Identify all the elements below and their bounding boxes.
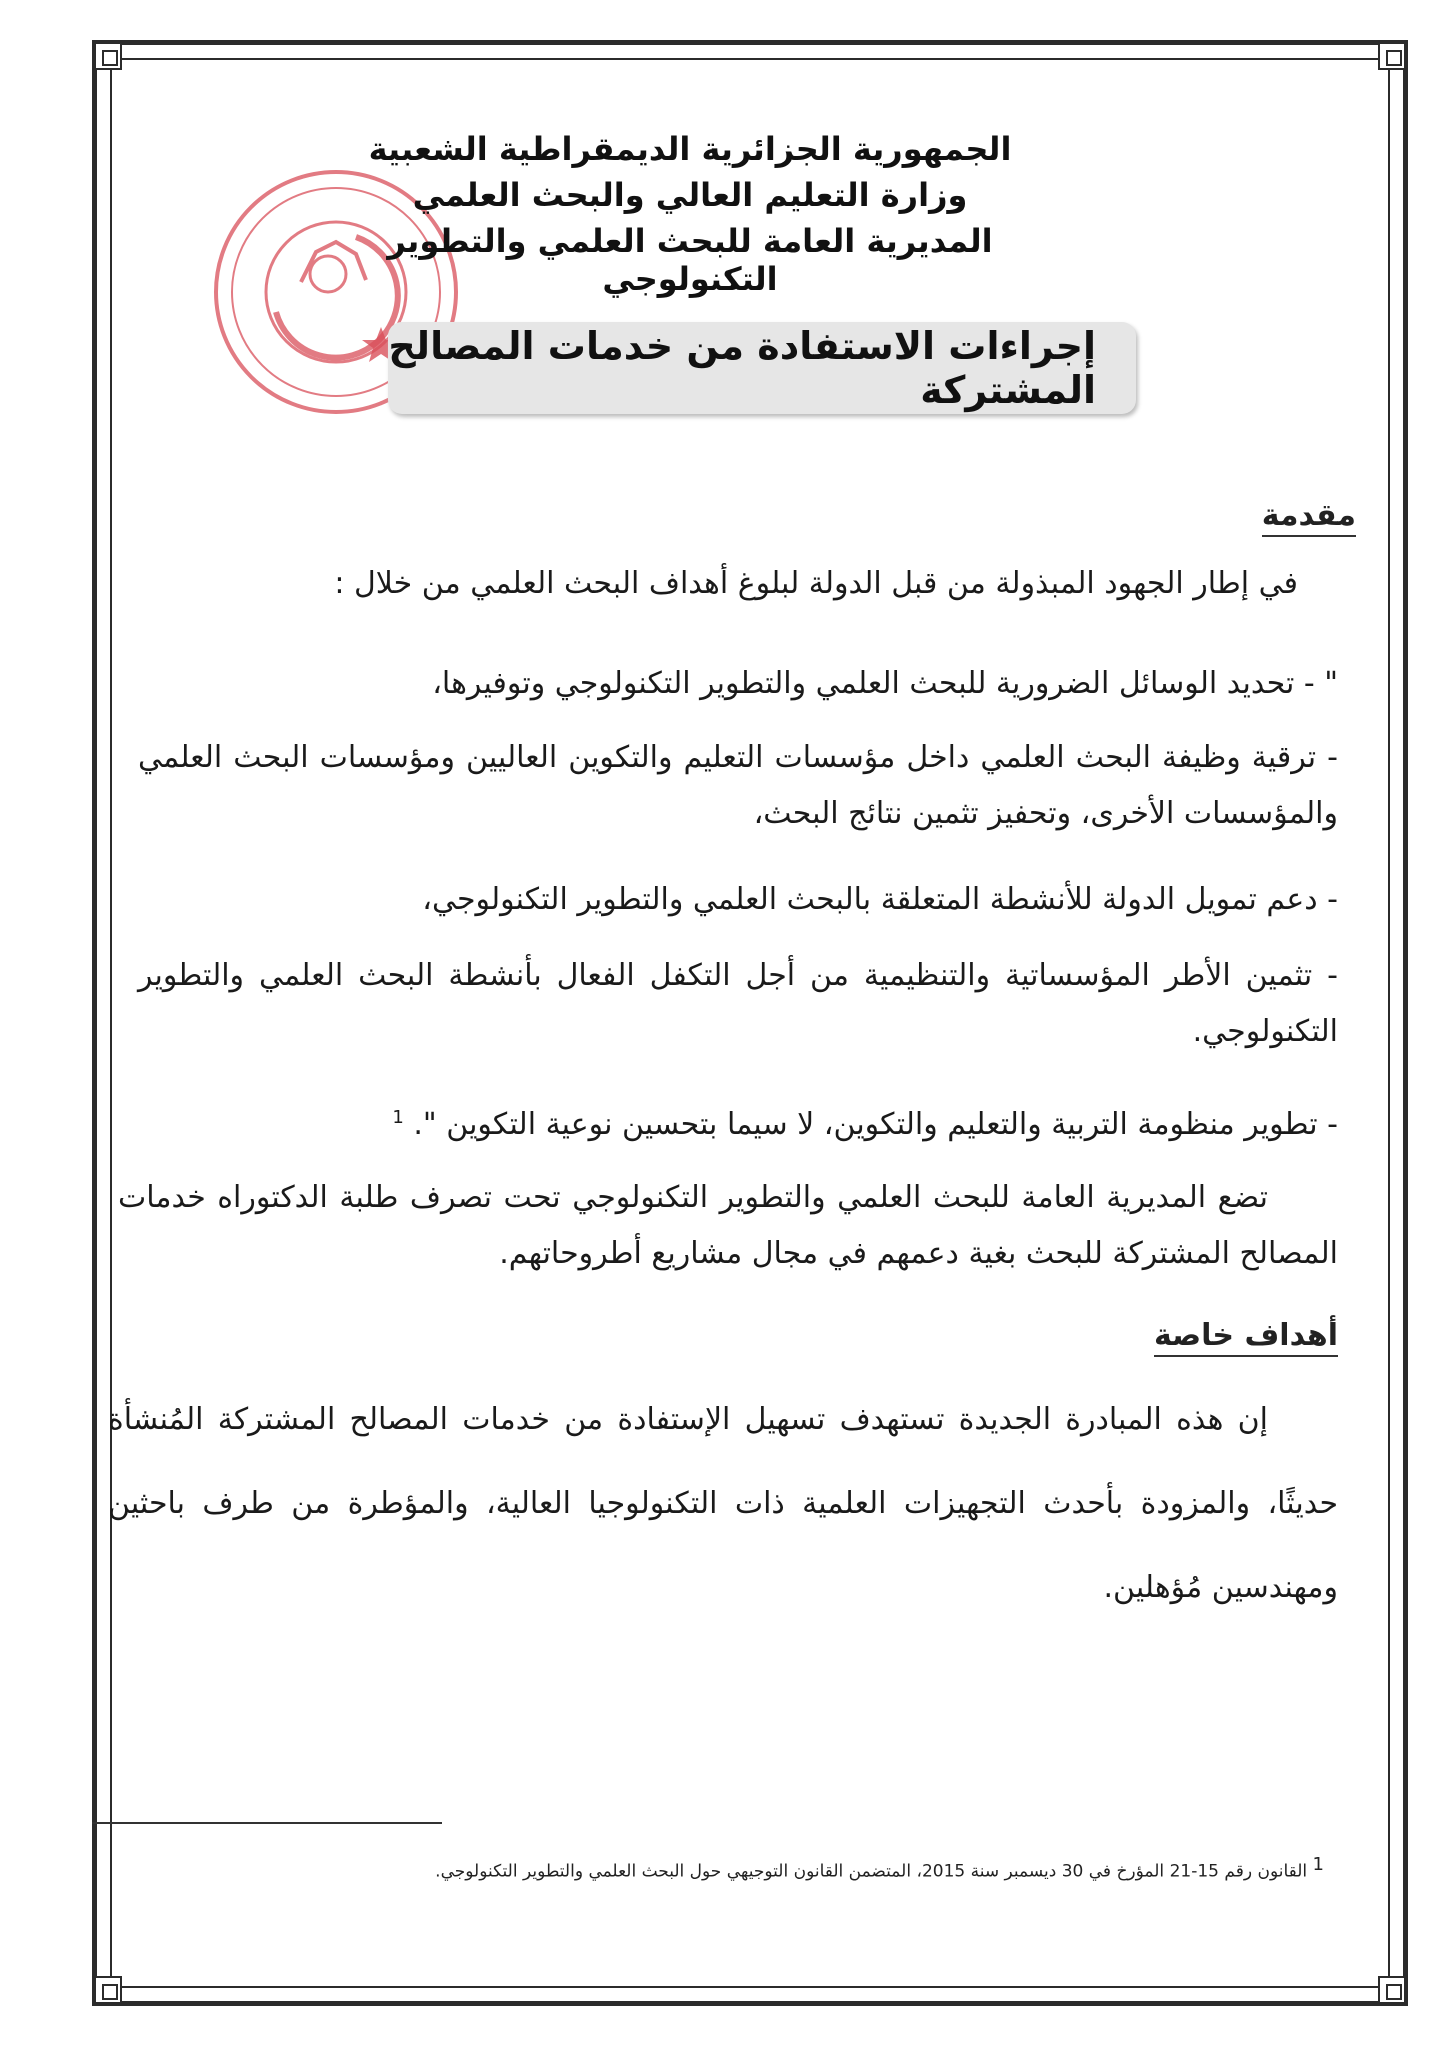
list-item: " - تحديد الوسائل الضرورية للبحث العلمي والتطوير التكنولوجي وتوفيرها، [432, 666, 1338, 701]
header-ministry: وزارة التعليم العالي والبحث العلمي [412, 176, 968, 214]
header-directorate: المديرية العامة للبحث العلمي والتطوير التكنولوجي [387, 222, 993, 298]
intro-paragraph: في إطار الجهود المبذولة من قبل الدولة لبلوغ أهداف البحث العلمي من خلال : [334, 566, 1298, 601]
section-heading-intro: مقدمة [1262, 498, 1356, 537]
footnote [174, 1854, 1324, 1882]
title-box [388, 322, 1136, 414]
list-item: - ترقية وظيفة البحث العلمي داخل مؤسسات التعليم والتكوين العاليين ومؤسسات البحث العلمي والمؤسسات الأخرى، وتحفيز تثمين نتائج البحث، [138, 740, 1338, 831]
header-republic: الجمهورية الجزائرية الديمقراطية الشعبية [368, 130, 1012, 168]
section-heading-goals: أهداف خاصة [1154, 1318, 1338, 1357]
goals-paragraph: إن هذه المبادرة الجديدة تستهدف تسهيل الإستفادة من خدمات المصالح المشتركة المُنشأة حديثًا، والمزودة بأحدث التجهيزات العلمية ذات التكنولوجيا العالية، والمؤطرة من طرف باحثين ومهندسين مُؤهلين. [108, 1402, 1338, 1605]
footnote-text: القانون رقم 15-21 المؤرخ في 30 ديسمبر سنة 2015، المتضمن القانون التوجيهي حول البحث العلمي والتطوير التكنولوجي. [435, 1861, 1308, 1882]
services-paragraph: تضع المديرية العامة للبحث العلمي والتطوير التكنولوجي تحت تصرف طلبة الدكتوراه خدمات المصالح المشتركة للبحث بغية دعمهم في مجال مشاريع أطروحاتهم. [118, 1180, 1338, 1271]
list-item-with-ref [188, 1090, 1338, 1153]
corner-ornament [1378, 42, 1406, 70]
corner-ornament [1378, 1976, 1406, 2004]
list-item: - دعم تمويل الدولة للأنشطة المتعلقة بالبحث العلمي والتطوير التكنولوجي، [422, 882, 1338, 917]
list-item: - تثمين الأطر المؤسساتية والتنظيمية من أجل التكفل الفعال بأنشطة البحث العلمي والتطوير التكنولوجي. [138, 958, 1338, 1049]
footnote-divider [92, 1822, 442, 1824]
corner-ornament [94, 42, 122, 70]
footnote-ref: 1 [392, 1107, 404, 1128]
list-item-text: - تطوير منظومة التربية والتعليم والتكوين، لا سيما بتحسين نوعية التكوين ". [413, 1107, 1338, 1142]
corner-ornament [94, 1976, 122, 2004]
document-title: إجراءات الاستفادة من خدمات المصالح المشتركة [388, 324, 1096, 412]
footnote-number: 1 [1312, 1854, 1324, 1875]
